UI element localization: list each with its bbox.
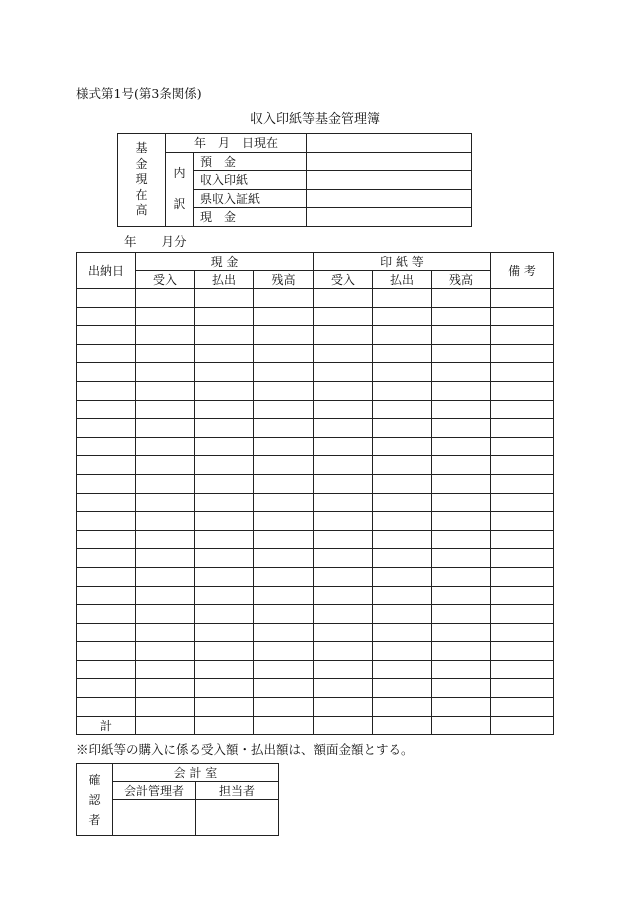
ledger-cell[interactable] (314, 642, 373, 661)
document-title: 収入印紙等基金管理簿 (249, 112, 380, 127)
ledger-cell[interactable] (254, 698, 314, 717)
item-cash: 現 金 (194, 208, 307, 227)
ledger-cell[interactable] (77, 400, 136, 419)
ledger-cell[interactable] (432, 530, 491, 549)
ledger-cell[interactable] (432, 623, 491, 642)
ledger-cell[interactable] (77, 679, 136, 698)
ledger-cell[interactable] (195, 419, 254, 438)
period-label: 年 月分 (124, 234, 187, 249)
ledger-cell[interactable] (136, 642, 195, 661)
ledger-cell[interactable] (254, 326, 314, 345)
fund-date-label: 年 月 日現在 (166, 134, 307, 153)
ledger-cell[interactable] (195, 698, 254, 717)
ledger-cell[interactable] (314, 363, 373, 382)
ledger-cell[interactable] (254, 586, 314, 605)
ledger-cell[interactable] (314, 512, 373, 531)
cash-amount-cell[interactable] (307, 208, 472, 227)
ledger-cell[interactable] (432, 493, 491, 512)
accounting-manager-seal-cell[interactable] (113, 800, 196, 836)
ledger-cell[interactable] (373, 307, 432, 326)
header-stamps-payment: 払出 (373, 271, 432, 289)
ledger-cell[interactable] (491, 549, 554, 568)
ledger-cell[interactable] (254, 567, 314, 586)
ledger-cell[interactable] (432, 586, 491, 605)
total-cell[interactable] (314, 716, 373, 735)
ledger-cell[interactable] (254, 660, 314, 679)
ledger-cell[interactable] (254, 437, 314, 456)
ledger-cell[interactable] (432, 549, 491, 568)
ledger-cell[interactable] (77, 512, 136, 531)
form-number: 様式第1号(第3条関係) (76, 86, 202, 101)
ledger-row (77, 623, 554, 642)
ledger-cell[interactable] (136, 289, 195, 308)
header-remarks: 備 考 (491, 253, 554, 289)
ledger-cell[interactable] (77, 623, 136, 642)
ledger-cell[interactable] (254, 623, 314, 642)
ledger-cell[interactable] (136, 512, 195, 531)
ledger-cell[interactable] (254, 363, 314, 382)
ledger-cell[interactable] (491, 586, 554, 605)
ledger-cell[interactable] (432, 679, 491, 698)
breakdown-label: 内 訳 (166, 152, 194, 226)
ledger-cell[interactable] (77, 642, 136, 661)
fund-side-label: 基 金 現 在 高 (118, 134, 166, 227)
ledger-cell[interactable] (491, 679, 554, 698)
ledger-cell[interactable] (314, 530, 373, 549)
ledger-cell[interactable] (77, 549, 136, 568)
ledger-row (77, 512, 554, 531)
ledger-cell[interactable] (254, 400, 314, 419)
ledger-cell[interactable] (136, 363, 195, 382)
ledger-cell[interactable] (77, 493, 136, 512)
fund-total-cell[interactable] (307, 134, 472, 153)
ledger-cell[interactable] (373, 512, 432, 531)
ledger-cell[interactable] (254, 456, 314, 475)
fund-balance-table (117, 133, 472, 227)
ledger-cell[interactable] (77, 419, 136, 438)
person-in-charge-seal-cell[interactable] (196, 800, 279, 836)
ledger-row (77, 437, 554, 456)
ledger-cell[interactable] (195, 326, 254, 345)
ledger-cell[interactable] (491, 512, 554, 531)
header-cash-payment: 払出 (195, 271, 254, 289)
ledger-row (77, 344, 554, 363)
ledger-cell[interactable] (314, 307, 373, 326)
ledger-cell[interactable] (432, 512, 491, 531)
ledger-cell[interactable] (373, 530, 432, 549)
ledger-cell[interactable] (195, 567, 254, 586)
ledger-cell[interactable] (432, 381, 491, 400)
ledger-cell[interactable] (136, 400, 195, 419)
ledger-cell[interactable] (491, 660, 554, 679)
ledger-cell[interactable] (491, 530, 554, 549)
ledger-cell[interactable] (314, 326, 373, 345)
ledger-cell[interactable] (491, 642, 554, 661)
ledger-cell[interactable] (195, 605, 254, 624)
ledger-cell[interactable] (314, 456, 373, 475)
header-stamps-balance: 残高 (432, 271, 491, 289)
ledger-cell[interactable] (254, 289, 314, 308)
total-label: 計 (77, 716, 136, 735)
header-stamps-group: 印 紙 等 (314, 253, 491, 271)
ledger-cell[interactable] (491, 326, 554, 345)
ledger-row (77, 400, 554, 419)
item-prefecture-certificate-stamps: 県収入証紙 (194, 189, 307, 208)
header-cash-receipt: 受入 (136, 271, 195, 289)
ledger-cell[interactable] (491, 289, 554, 308)
ledger-cell[interactable] (491, 419, 554, 438)
ledger-row (77, 381, 554, 400)
ledger-cell[interactable] (136, 437, 195, 456)
ledger-row (77, 642, 554, 661)
ledger-cell[interactable] (136, 307, 195, 326)
header-date: 出納日 (77, 253, 136, 289)
ledger-row (77, 530, 554, 549)
ledger-cell[interactable] (491, 437, 554, 456)
ledger-row (77, 363, 554, 382)
ledger-cell[interactable] (136, 623, 195, 642)
accounting-office-label: 会 計 室 (113, 764, 279, 782)
ledger-cell[interactable] (373, 326, 432, 345)
ledger-row (77, 493, 554, 512)
ledger-cell[interactable] (314, 344, 373, 363)
ledger-cell[interactable] (373, 474, 432, 493)
ledger-cell[interactable] (254, 605, 314, 624)
prefecture-stamps-amount-cell[interactable] (307, 189, 472, 208)
ledger-cell[interactable] (195, 623, 254, 642)
ledger-cell[interactable] (491, 567, 554, 586)
ledger-cell[interactable] (491, 605, 554, 624)
ledger-cell[interactable] (373, 381, 432, 400)
ledger-cell[interactable] (136, 344, 195, 363)
ledger-cell[interactable] (373, 567, 432, 586)
ledger-cell[interactable] (195, 456, 254, 475)
ledger-cell[interactable] (314, 419, 373, 438)
ledger-row (77, 605, 554, 624)
ledger-cell[interactable] (491, 400, 554, 419)
accounting-manager-label: 会計管理者 (113, 782, 196, 800)
ledger-cell[interactable] (195, 344, 254, 363)
ledger-cell[interactable] (373, 549, 432, 568)
ledger-cell[interactable] (195, 289, 254, 308)
ledger-cell[interactable] (77, 660, 136, 679)
confirmation-table (76, 763, 279, 836)
footnote: ※印紙等の購入に係る受入額・払出額は、額面金額とする。 (76, 742, 414, 757)
ledger-cell[interactable] (136, 586, 195, 605)
ledger-cell[interactable] (373, 437, 432, 456)
ledger-row (77, 567, 554, 586)
ledger-cell[interactable] (136, 549, 195, 568)
ledger-cell[interactable] (314, 623, 373, 642)
ledger-cell[interactable] (195, 549, 254, 568)
ledger-cell[interactable] (136, 326, 195, 345)
ledger-cell[interactable] (373, 660, 432, 679)
ledger-cell[interactable] (195, 307, 254, 326)
ledger-cell[interactable] (314, 605, 373, 624)
ledger-cell[interactable] (432, 698, 491, 717)
confirm-side-label: 確 認 者 (77, 764, 113, 836)
ledger-row (77, 586, 554, 605)
ledger-cell[interactable] (77, 698, 136, 717)
ledger-cell[interactable] (136, 419, 195, 438)
ledger-cell[interactable] (77, 605, 136, 624)
ledger-cell[interactable] (136, 530, 195, 549)
ledger-cell[interactable] (314, 400, 373, 419)
ledger-cell[interactable] (77, 326, 136, 345)
total-cell[interactable] (136, 716, 195, 735)
ledger-cell[interactable] (195, 437, 254, 456)
ledger-cell[interactable] (136, 456, 195, 475)
ledger-cell[interactable] (77, 307, 136, 326)
ledger-cell[interactable] (254, 530, 314, 549)
ledger-cell[interactable] (254, 307, 314, 326)
ledger-cell[interactable] (373, 419, 432, 438)
ledger-cell[interactable] (195, 400, 254, 419)
ledger-cell[interactable] (77, 363, 136, 382)
ledger-cell[interactable] (254, 493, 314, 512)
ledger-row (77, 326, 554, 345)
ledger-cell[interactable] (314, 660, 373, 679)
ledger-cell[interactable] (373, 363, 432, 382)
ledger-cell[interactable] (373, 679, 432, 698)
ledger-cell[interactable] (491, 474, 554, 493)
ledger-row (77, 307, 554, 326)
ledger-cell[interactable] (195, 530, 254, 549)
ledger-cell[interactable] (136, 698, 195, 717)
ledger-cell[interactable] (195, 474, 254, 493)
ledger-cell[interactable] (432, 326, 491, 345)
ledger-cell[interactable] (136, 679, 195, 698)
ledger-cell[interactable] (314, 437, 373, 456)
person-in-charge-label: 担当者 (196, 782, 279, 800)
item-revenue-stamps: 収入印紙 (194, 171, 307, 190)
ledger-row (77, 698, 554, 717)
ledger-cell[interactable] (373, 400, 432, 419)
ledger-row (77, 419, 554, 438)
ledger-cell[interactable] (432, 642, 491, 661)
ledger-cell[interactable] (254, 679, 314, 698)
ledger-cell[interactable] (314, 289, 373, 308)
ledger-cell[interactable] (373, 605, 432, 624)
ledger-cell[interactable] (77, 289, 136, 308)
ledger-cell[interactable] (77, 381, 136, 400)
ledger-cell[interactable] (195, 679, 254, 698)
ledger-cell[interactable] (491, 344, 554, 363)
ledger-cell[interactable] (432, 344, 491, 363)
ledger-cell[interactable] (432, 400, 491, 419)
ledger-cell[interactable] (136, 381, 195, 400)
ledger-cell[interactable] (195, 512, 254, 531)
total-row (77, 716, 554, 735)
ledger-cell[interactable] (254, 344, 314, 363)
ledger-cell[interactable] (77, 567, 136, 586)
ledger-cell[interactable] (136, 493, 195, 512)
ledger-cell[interactable] (432, 289, 491, 308)
ledger-cell[interactable] (314, 698, 373, 717)
total-cell[interactable] (432, 716, 491, 735)
ledger-cell[interactable] (314, 549, 373, 568)
ledger-cell[interactable] (373, 698, 432, 717)
ledger-cell[interactable] (195, 586, 254, 605)
ledger-cell[interactable] (195, 363, 254, 382)
total-cell[interactable] (491, 716, 554, 735)
ledger-cell[interactable] (314, 679, 373, 698)
ledger-cell[interactable] (195, 642, 254, 661)
ledger-cell[interactable] (254, 381, 314, 400)
ledger-cell[interactable] (314, 381, 373, 400)
revenue-stamps-amount-cell[interactable] (307, 171, 472, 190)
ledger-cell[interactable] (432, 307, 491, 326)
ledger-cell[interactable] (432, 605, 491, 624)
ledger-row (77, 679, 554, 698)
ledger-row (77, 289, 554, 308)
ledger-cell[interactable] (254, 512, 314, 531)
total-cell[interactable] (195, 716, 254, 735)
ledger-cell[interactable] (136, 605, 195, 624)
ledger-cell[interactable] (254, 419, 314, 438)
ledger-cell[interactable] (77, 344, 136, 363)
ledger-cell[interactable] (491, 363, 554, 382)
ledger-cell[interactable] (195, 381, 254, 400)
ledger-cell[interactable] (491, 698, 554, 717)
ledger-cell[interactable] (373, 586, 432, 605)
ledger-row (77, 456, 554, 475)
header-cash-group: 現 金 (136, 253, 314, 271)
ledger-cell[interactable] (432, 660, 491, 679)
ledger-cell[interactable] (254, 474, 314, 493)
total-cell[interactable] (373, 716, 432, 735)
header-stamps-receipt: 受入 (314, 271, 373, 289)
ledger-cell[interactable] (373, 344, 432, 363)
ledger-cell[interactable] (77, 530, 136, 549)
ledger-cell[interactable] (373, 456, 432, 475)
ledger-cell[interactable] (432, 567, 491, 586)
ledger-cell[interactable] (373, 642, 432, 661)
ledger-cell[interactable] (491, 381, 554, 400)
item-deposit: 預 金 (194, 152, 307, 171)
ledger-cell[interactable] (432, 419, 491, 438)
ledger-row (77, 660, 554, 679)
ledger-cell[interactable] (432, 363, 491, 382)
ledger-cell[interactable] (77, 456, 136, 475)
ledger-cell[interactable] (373, 289, 432, 308)
ledger-row (77, 474, 554, 493)
ledger-cell[interactable] (373, 623, 432, 642)
ledger-table (76, 252, 554, 735)
ledger-cell[interactable] (314, 567, 373, 586)
ledger-cell[interactable] (77, 474, 136, 493)
ledger-cell[interactable] (373, 493, 432, 512)
ledger-row (77, 549, 554, 568)
ledger-cell[interactable] (136, 474, 195, 493)
ledger-cell[interactable] (195, 493, 254, 512)
ledger-cell[interactable] (432, 474, 491, 493)
ledger-cell[interactable] (136, 660, 195, 679)
total-cell[interactable] (254, 716, 314, 735)
ledger-cell[interactable] (254, 642, 314, 661)
ledger-cell[interactable] (254, 549, 314, 568)
ledger-cell[interactable] (136, 567, 195, 586)
ledger-cell[interactable] (314, 474, 373, 493)
ledger-cell[interactable] (491, 493, 554, 512)
ledger-cell[interactable] (314, 493, 373, 512)
header-cash-balance: 残高 (254, 271, 314, 289)
deposit-amount-cell[interactable] (307, 152, 472, 171)
ledger-cell[interactable] (77, 437, 136, 456)
ledger-cell[interactable] (77, 586, 136, 605)
ledger-cell[interactable] (432, 437, 491, 456)
ledger-cell[interactable] (432, 456, 491, 475)
ledger-cell[interactable] (491, 623, 554, 642)
ledger-cell[interactable] (314, 586, 373, 605)
ledger-cell[interactable] (491, 456, 554, 475)
ledger-cell[interactable] (491, 307, 554, 326)
ledger-cell[interactable] (195, 660, 254, 679)
